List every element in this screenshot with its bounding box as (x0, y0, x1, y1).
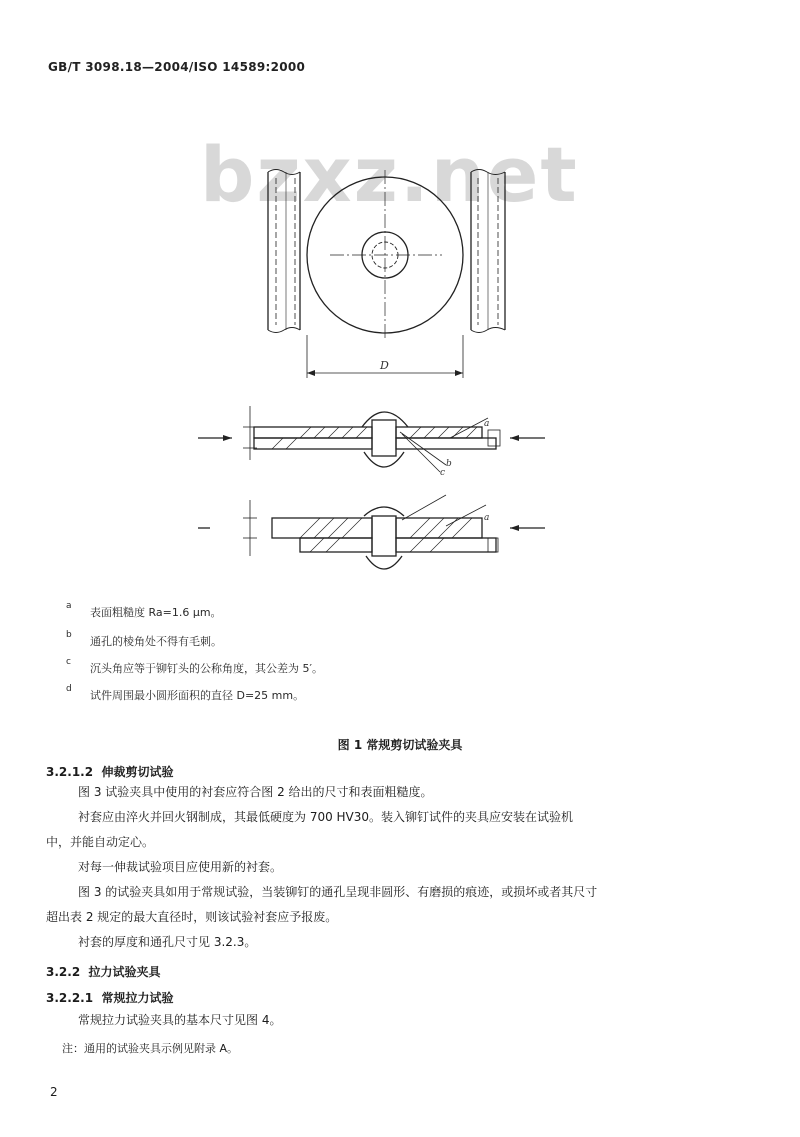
figure-note-d: d 试件周围最小圆形面积的直径 D=25 mm。 (66, 684, 305, 702)
section-heading-3-2-1-2: 3.2.1.2 伸裁剪切试验 (46, 765, 174, 779)
page-number: 2 (50, 1085, 58, 1099)
paragraph: 对每一伸裁试验项目应使用新的衬套。 (78, 860, 283, 874)
paragraph: 衬套应由淬火并回火钢制成，其最低硬度为 700 HV30。装入铆钉试件的夹具应安装在试验机 (78, 810, 574, 824)
top-view (268, 170, 505, 379)
paragraph-continuation: 中，并能自动定心。 (46, 835, 155, 849)
marker-c-label: c (440, 468, 446, 478)
paragraph-continuation: 超出表 2 规定的最大直径时，则该试验衬套应予报废。 (46, 910, 338, 924)
paragraph: 常规拉力试验夹具的基本尺寸见图 4。 (78, 1013, 282, 1027)
figure-caption: 图 1 常规剪切试验夹具 (337, 738, 463, 752)
section-heading-3-2-2: 3.2.2 拉力试验夹具 (46, 965, 161, 979)
marker-a2-label: a (484, 513, 490, 523)
marker-b-label: b (446, 459, 452, 469)
section-view-lower (198, 495, 545, 569)
marker-a-label: a (484, 419, 490, 429)
standard-header: GB/T 3098.18—2004/ISO 14589:2000 (48, 60, 306, 74)
section-heading-3-2-2-1: 3.2.2.1 常规拉力试验 (46, 991, 174, 1005)
figure-note-a: a 表面粗糙度 Ra=1.6 μm。 (66, 601, 222, 619)
section-view-upper (198, 406, 545, 472)
section-3-2-1-2-body (46, 780, 746, 955)
watermark: bzxz.net (200, 130, 579, 219)
section-note: 注：通用的试验夹具示例见附录 A。 (62, 1042, 239, 1055)
section-3-2-2-1-body (46, 1008, 746, 1033)
figure-note-b: b 通孔的棱角处不得有毛刺。 (66, 630, 222, 648)
figure-note-c: c 沉头角应等于铆钉头的公称角度，其公差为 5′。 (66, 657, 323, 675)
paragraph: 衬套的厚度和通孔尺寸见 3.2.3。 (78, 935, 257, 949)
paragraph: 图 3 的试验夹具如用于常规试验，当装铆钉的通孔呈现非圆形、有磨损的痕迹，或损坏或者其尺寸 (78, 885, 598, 899)
paragraph: 图 3 试验夹具中使用的衬套应符合图 2 给出的尺寸和表面粗糙度。 (78, 785, 433, 799)
dimension-label-d: D (380, 359, 389, 372)
